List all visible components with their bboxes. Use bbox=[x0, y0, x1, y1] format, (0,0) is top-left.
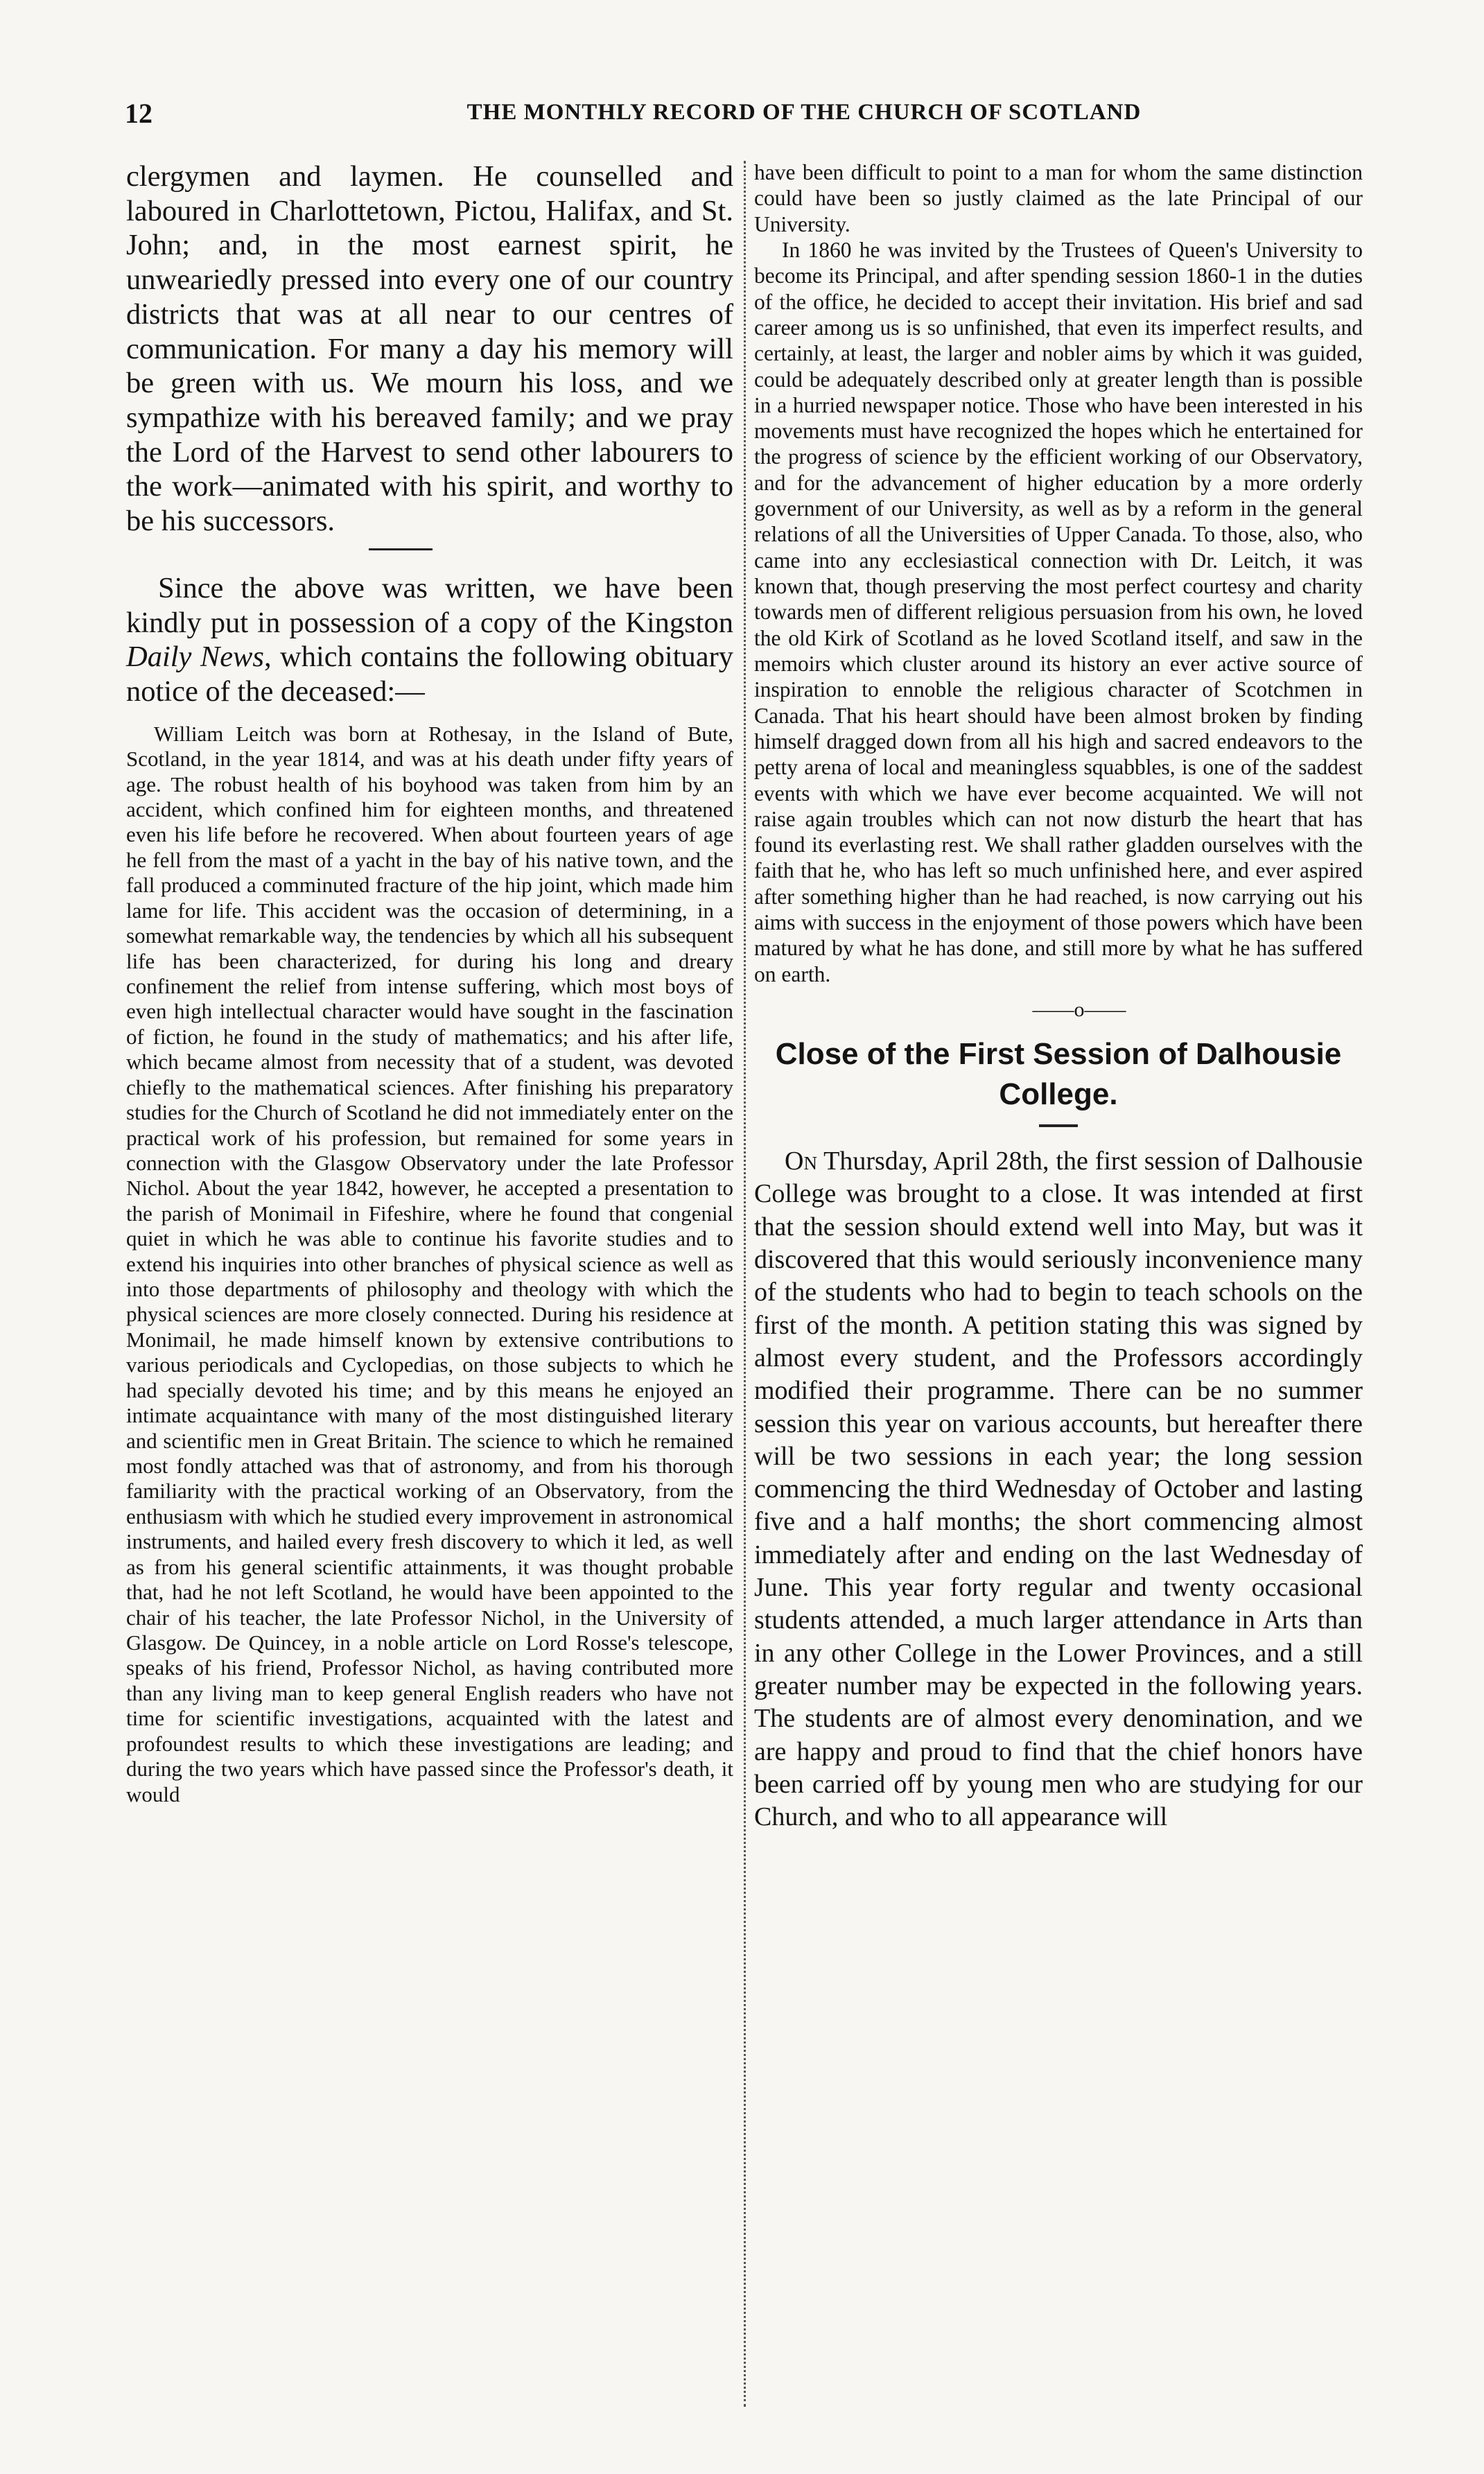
left-column bbox=[126, 159, 733, 1807]
continuation-paragraph: have been difficult to point to a man for whom the same distinction could have been so justly claimed as the late Principal of our University. bbox=[754, 160, 1363, 236]
dalhousie-article-body bbox=[754, 1145, 1363, 1833]
column-divider bbox=[744, 161, 746, 2407]
obituary-notice bbox=[126, 722, 733, 1807]
newspaper-title: Daily News bbox=[126, 641, 264, 674]
page-header bbox=[125, 97, 1379, 139]
obituary-continuation bbox=[754, 159, 1363, 987]
right-column bbox=[754, 159, 1363, 1833]
editor-note-text-a: Since the above was written, we have been kindly put in possession of a copy of the Kingston bbox=[126, 571, 733, 639]
editor-note-text-b: , which contains the following obituary notice of the deceased:— bbox=[126, 641, 733, 708]
title-rule bbox=[1039, 1124, 1078, 1127]
principal-paragraph: In 1860 he was invited by the Trustees of Queen's University to become its Principal, and after spending session 1860-1 in the duties of the office, he decided to accept their invitation. His brief and sad career among us is so unfinished, that even its imperfect results, and certainly, at least, the larger and nobler aims by which it was guided, could be adequately described only at greater length than is possible in a hurried newspaper notice. Those who have been interested in his movements must have recognized the hopes which he entertained for the progress of science by the efficient working of our Observatory, and for the advancement of higher education by a more orderly government of our University, as well as by a reform in the general relations of all the Universities of Upper Canada. To those, also, who came into any ecclesiastical connection with Dr. Leitch, it was known that, though preserving the most perfect courtesy and charity towards men of different religious persuasion from his own, he loved the old Kirk of Scotland as he loved Scotland itself, and saw in the memoirs which cluster around its history an ever active source of inspiration to ennoble the religious character of Scotchmen in Canada. That his heart should have been almost broken by finding himself dragged down from all his high and sacred endeavors to the petty arena of local and meaningless squabbles, is one of the saddest events with which we have ever become acquainted. We will not raise again troubles which can not now disturb the heart that has found its everlasting rest. We shall rather gladden ourselves with the faith that he, who has left so much unfinished here, and ever aspired after something higher than he had reached, is now carrying out his aims with success in the enjoyment of those powers which have been matured by what he has done, and still more by what he has suffered on earth. bbox=[754, 237, 1363, 986]
article-body-text: Thursday, April 28th, the first session of Dalhousie College was brought to a close. It was intended at first that the session should extend well into May, but was it discovered that this would seriously inconvenience many of the students who had to begin to teach schools on the first of the month. A petition stating this was signed by almost every student, and the Professors accordingly modified their programme. There can be no summer session this year on various accounts, but hereafter there will be two sessions in each year; the long session commencing the third Wednesday of October and lasting five and a half months; the short commencing almost immediately after and ending on the last Wednesday of June. This year forty regular and twenty occasional students attended, a much larger attendance in Arts than in any other College in the Lower Provinces, and a still greater number may be expected in the following years. The students are of almost every denomination, and we are happy and proud to find that the chief honors have been carried off by young men who are studying for our Church, and who to all appearance will bbox=[754, 1147, 1363, 1832]
article-title: Close of the First Session of Dalhousie College. bbox=[775, 1037, 1342, 1112]
editor-note-paragraph bbox=[126, 571, 733, 709]
section-rule bbox=[369, 548, 433, 550]
intro-paragraph bbox=[126, 159, 733, 539]
closing-tribute-paragraph: clergymen and laymen. He counselled and laboured in Charlottetown, Pictou, Halifax, and St. John; and, in the most earnest spirit, he unweariedly pressed into every one of our country districts that was at all near to our centres of communication. For many a day his memory will be green with us. We mourn his loss, and we sympathize with his bereaved family; and we pray the Lord of the Harvest to send other labourers to the work—animated with his spirit, and worthy to be his successors. bbox=[126, 160, 733, 538]
article-opening-word: On bbox=[785, 1147, 817, 1176]
obituary-paragraph: William Leitch was born at Rothesay, in the Island of Bute, Scotland, in the year 1814, and was at his death under fifty years of age. The robust health of his boyhood was taken from him by an accident, which confined him for eighteen months, and threatened even his life before he recovered. When about fourteen years of age he fell from the mast of a yacht in the bay of his native town, and the fall produced a comminuted fracture of the hip joint, which made him lame for life. This accident was the occasion of determining, in a somewhat remarkable way, the tendencies by which all his subsequent life has been characterized, for during his long and dreary confinement the relief from intense suffering, which most boys of even high intellectual character would have sought in the fascination of fiction, he found in the study of mathematics; and his after life, which became almost from necessity that of a student, was devoted chiefly to the mathematical sciences. After finishing his preparatory studies for the Church of Scotland he did not immediately enter on the practical work of his profession, but remained for some years in connection with the Glasgow Observatory under the late Professor Nichol. About the year 1842, however, he accepted a presentation to the parish of Monimail in Fifeshire, where he found that congenial quiet in which he was able to continue his favorite studies and to extend his inquiries into other branches of physical science as well as into those departments of philosophy and theology with which the physical sciences are more closely connected. During his residence at Monimail, he made himself known by extensive contributions to various periodicals and Cyclopedias, on those subjects to which he had specially devoted his time; and by this means he enjoyed an intimate acquaintance with many of the most distinguished literary and scientific men in Great Britain. The science to which he remained most fondly attached was that of astronomy, and from his thorough familiarity with the practical working of an Observatory, from the enthusiasm with which he studied every improvement in astronomical instruments, and hailed every fresh discovery to which it led, as well as from his general scientific attainments, it was thought probable that, had he not left Scotland, he would have been appointed to the chair of his teacher, the late Professor Nichol, in the University of Glasgow. De Quincey, in a noble article on Lord Rosse's telescope, speaks of his friend, Professor Nichol, as having contributed more than any living man to keep general English readers who have not time for scientific investigations, acquainted with the latest and profoundest results to which these investigations are leading; and during the two years which have passed since the Professor's death, it would bbox=[126, 721, 733, 1806]
page-number: 12 bbox=[125, 98, 152, 129]
section-ornament: ——o—— bbox=[1032, 998, 1126, 1021]
editor-note bbox=[126, 571, 733, 709]
running-title: THE MONTHLY RECORD OF THE CHURCH OF SCOTLAND bbox=[466, 100, 1142, 125]
